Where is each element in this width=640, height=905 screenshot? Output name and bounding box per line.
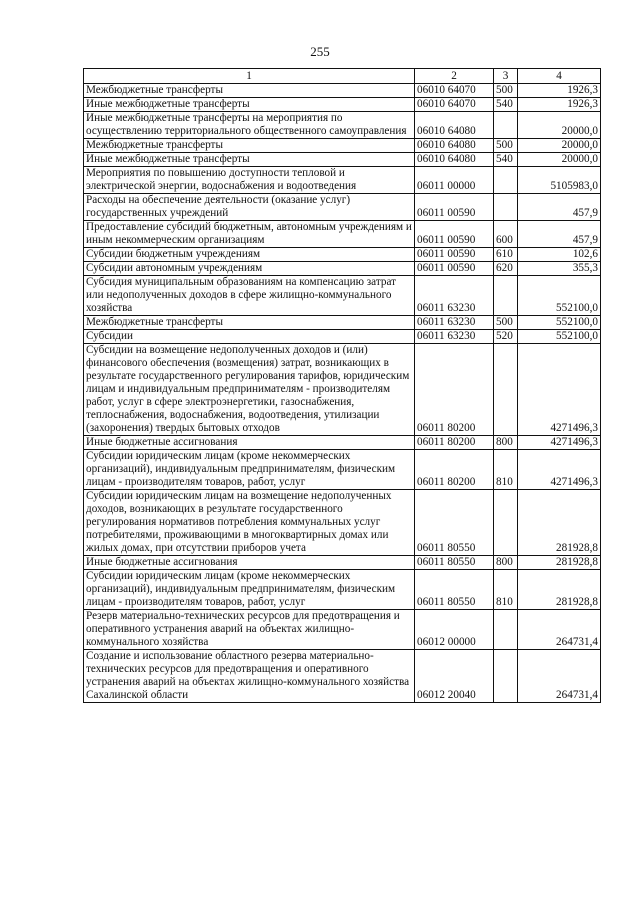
row-vr-cell: 500 [494, 84, 518, 98]
budget-table-body [84, 69, 601, 703]
row-vr-cell: 540 [494, 98, 518, 112]
row-code-cell: 06011 00590 [415, 221, 494, 248]
row-vr-cell: 810 [494, 450, 518, 490]
row-sum-cell: 20000,0 [518, 112, 601, 139]
row-name-cell: Субсидии юридическим лицам (кроме некоммерческих организаций), индивидуальным предпринимателям, физическим лицам - производителям товаров, работ, услуг [84, 570, 415, 610]
row-code-cell: 06011 80200 [415, 450, 494, 490]
row-sum-cell: 4271496,3 [518, 450, 601, 490]
table-row [84, 248, 601, 262]
row-sum-cell: 355,3 [518, 262, 601, 276]
table-row [84, 556, 601, 570]
row-sum-cell: 281928,8 [518, 570, 601, 610]
row-name-cell: Межбюджетные трансферты [84, 316, 415, 330]
row-code-cell: 06010 64070 [415, 84, 494, 98]
row-vr-cell: 810 [494, 570, 518, 610]
header-cell-sum: 4 [518, 69, 601, 84]
row-name-cell: Иные бюджетные ассигнования [84, 436, 415, 450]
row-code-cell: 06011 63230 [415, 276, 494, 316]
row-sum-cell: 552100,0 [518, 330, 601, 344]
table-row [84, 262, 601, 276]
row-code-cell: 06011 63230 [415, 330, 494, 344]
table-row [84, 450, 601, 490]
row-code-cell: 06010 64070 [415, 98, 494, 112]
row-vr-cell [494, 112, 518, 139]
row-code-cell: 06011 80550 [415, 556, 494, 570]
row-code-cell: 06010 64080 [415, 153, 494, 167]
row-name-cell: Субсидии на возмещение недополученных доходов и (или) финансового обеспечения (возмещения) затрат, возникающих в результате государственного регулирования тарифов, юридическим лицам и индивидуальным предпринимателям - производителям работ, услуг в сфере электроэнергетики, газоснабжения, теплоснабжения, водоснабжения, водоотведения, утилизации (захоронения) твердых бытовых отходов [84, 344, 415, 436]
row-name-cell: Создание и использование областного резерва материально-технических ресурсов для предотвращения и оперативного устранения аварий на объектах жилищно-коммунального хозяйства Сахалинской области [84, 650, 415, 703]
row-sum-cell: 1926,3 [518, 98, 601, 112]
row-name-cell: Субсидии автономным учреждениям [84, 262, 415, 276]
row-name-cell: Межбюджетные трансферты [84, 139, 415, 153]
row-name-cell: Субсидии юридическим лицам на возмещение недополученных доходов, возникающих в результате государственного регулирования нормативов потребления коммунальных услуг потребителями, проживающими в многоквартирных домах или жилых домах, при отсутствии приборов учета [84, 490, 415, 556]
row-sum-cell: 552100,0 [518, 316, 601, 330]
table-row [84, 112, 601, 139]
row-name-cell: Иные межбюджетные трансферты [84, 153, 415, 167]
row-name-cell: Субсидия муниципальным образованиям на компенсацию затрат или недополученных доходов в сфере жилищно-коммунального хозяйства [84, 276, 415, 316]
row-name-cell: Расходы на обеспечение деятельности (оказание услуг) государственных учреждений [84, 194, 415, 221]
row-code-cell: 06010 64080 [415, 112, 494, 139]
table-row [84, 570, 601, 610]
table-row [84, 153, 601, 167]
table-row [84, 139, 601, 153]
row-code-cell: 06011 00590 [415, 262, 494, 276]
row-name-cell: Иные межбюджетные трансферты [84, 98, 415, 112]
row-vr-cell [494, 344, 518, 436]
row-code-cell: 06011 80550 [415, 490, 494, 556]
row-sum-cell: 264731,4 [518, 650, 601, 703]
row-sum-cell: 457,9 [518, 221, 601, 248]
row-code-cell: 06011 00590 [415, 248, 494, 262]
row-vr-cell: 540 [494, 153, 518, 167]
row-sum-cell: 20000,0 [518, 153, 601, 167]
row-code-cell: 06011 00000 [415, 167, 494, 194]
row-sum-cell: 281928,8 [518, 490, 601, 556]
row-name-cell: Субсидии юридическим лицам (кроме некоммерческих организаций), индивидуальным предпринимателям, физическим лицам - производителям товаров, работ, услуг [84, 450, 415, 490]
row-vr-cell: 520 [494, 330, 518, 344]
row-code-cell: 06011 80200 [415, 344, 494, 436]
table-row [84, 221, 601, 248]
row-name-cell: Субсидии [84, 330, 415, 344]
row-sum-cell: 552100,0 [518, 276, 601, 316]
row-name-cell: Мероприятия по повышению доступности тепловой и электрической энергии, водоснабжения и водоотведения [84, 167, 415, 194]
table-row [84, 194, 601, 221]
row-vr-cell [494, 490, 518, 556]
row-code-cell: 06010 64080 [415, 139, 494, 153]
page-number: 255 [310, 44, 330, 59]
row-vr-cell [494, 610, 518, 650]
row-vr-cell: 800 [494, 556, 518, 570]
row-name-cell: Резерв материально-технических ресурсов для предотвращения и оперативного устранения аварий на объектах жилищно-коммунального хозяйства [84, 610, 415, 650]
row-vr-cell: 600 [494, 221, 518, 248]
table-row [84, 436, 601, 450]
table-row [84, 98, 601, 112]
row-vr-cell [494, 194, 518, 221]
row-vr-cell: 500 [494, 316, 518, 330]
row-sum-cell: 281928,8 [518, 556, 601, 570]
row-vr-cell [494, 650, 518, 703]
row-sum-cell: 264731,4 [518, 610, 601, 650]
table-row [84, 610, 601, 650]
table-row [84, 167, 601, 194]
table-row [84, 316, 601, 330]
row-name-cell: Субсидии бюджетным учреждениям [84, 248, 415, 262]
table-row [84, 84, 601, 98]
row-code-cell: 06011 80200 [415, 436, 494, 450]
row-vr-cell: 620 [494, 262, 518, 276]
row-code-cell: 06011 00590 [415, 194, 494, 221]
table-row [84, 344, 601, 436]
row-vr-cell [494, 276, 518, 316]
row-vr-cell: 500 [494, 139, 518, 153]
row-sum-cell: 4271496,3 [518, 344, 601, 436]
row-code-cell: 06012 20040 [415, 650, 494, 703]
row-code-cell: 06011 63230 [415, 316, 494, 330]
row-sum-cell: 20000,0 [518, 139, 601, 153]
row-vr-cell: 800 [494, 436, 518, 450]
row-vr-cell: 610 [494, 248, 518, 262]
table-row [84, 276, 601, 316]
row-name-cell: Предоставление субсидий бюджетным, автономным учреждениям и иным некоммерческим организациям [84, 221, 415, 248]
table-row [84, 650, 601, 703]
header-cell-vr: 3 [494, 69, 518, 84]
row-sum-cell: 457,9 [518, 194, 601, 221]
row-sum-cell: 1926,3 [518, 84, 601, 98]
header-cell-name: 1 [84, 69, 415, 84]
row-sum-cell: 5105983,0 [518, 167, 601, 194]
row-name-cell: Иные бюджетные ассигнования [84, 556, 415, 570]
table-row [84, 330, 601, 344]
row-code-cell: 06012 00000 [415, 610, 494, 650]
row-name-cell: Межбюджетные трансферты [84, 84, 415, 98]
row-vr-cell [494, 167, 518, 194]
table-header-row [84, 69, 601, 84]
row-sum-cell: 4271496,3 [518, 436, 601, 450]
row-code-cell: 06011 80550 [415, 570, 494, 610]
row-sum-cell: 102,6 [518, 248, 601, 262]
header-cell-code: 2 [415, 69, 494, 84]
row-name-cell: Иные межбюджетные трансферты на мероприятия по осуществлению территориального общественного самоуправления [84, 112, 415, 139]
table-row [84, 490, 601, 556]
budget-table [83, 68, 601, 703]
